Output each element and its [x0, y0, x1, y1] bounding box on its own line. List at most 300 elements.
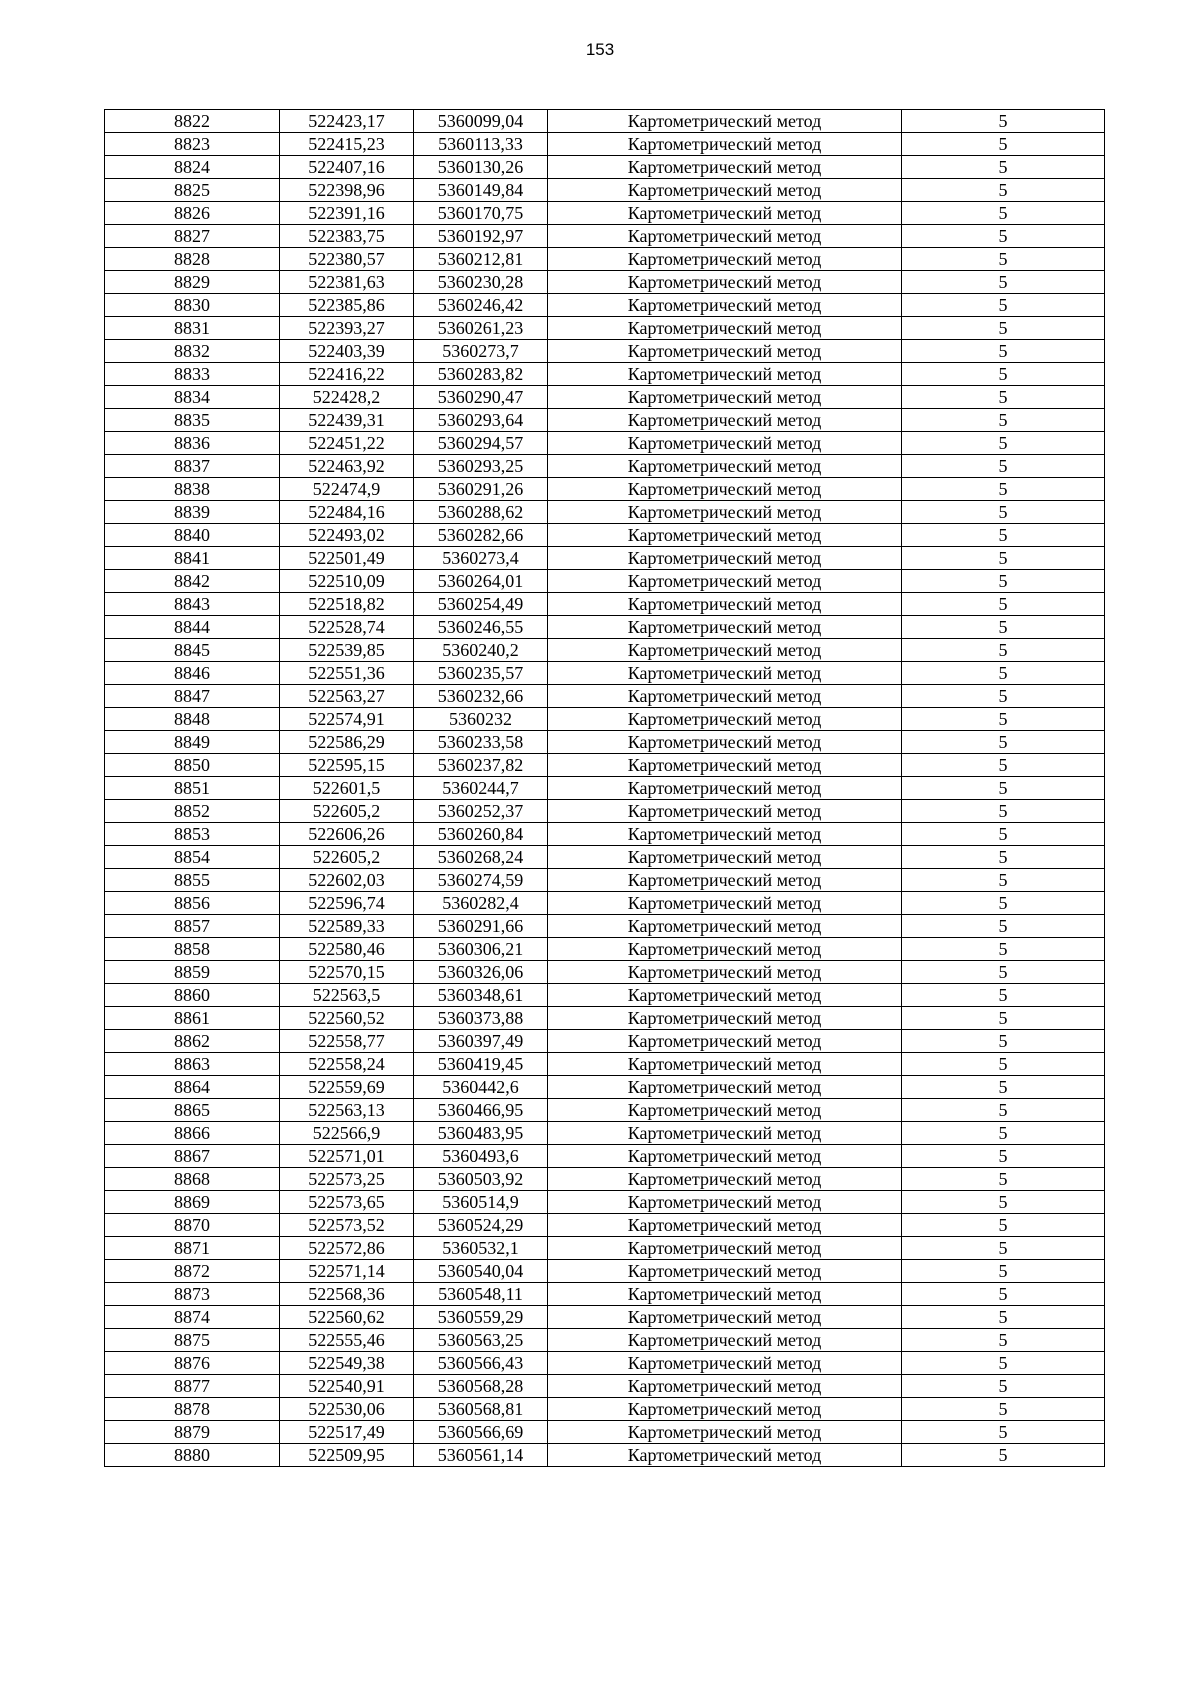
point-number-cell: 8839: [105, 501, 280, 524]
x-coordinate-cell: 522423,17: [280, 110, 414, 133]
point-number-cell: 8872: [105, 1260, 280, 1283]
y-coordinate-cell: 5360274,59: [414, 869, 548, 892]
method-cell: Картометрический метод: [548, 271, 902, 294]
y-coordinate-cell: 5360240,2: [414, 639, 548, 662]
accuracy-cell: 5: [902, 616, 1105, 639]
y-coordinate-cell: 5360326,06: [414, 961, 548, 984]
table-row: [105, 524, 1105, 547]
y-coordinate-cell: 5360232: [414, 708, 548, 731]
point-number-cell: 8833: [105, 363, 280, 386]
y-coordinate-cell: 5360306,21: [414, 938, 548, 961]
accuracy-cell: 5: [902, 1283, 1105, 1306]
y-coordinate-cell: 5360261,23: [414, 317, 548, 340]
accuracy-cell: 5: [902, 409, 1105, 432]
method-cell: Картометрический метод: [548, 156, 902, 179]
accuracy-cell: 5: [902, 133, 1105, 156]
table-row: [105, 1260, 1105, 1283]
method-cell: Картометрический метод: [548, 478, 902, 501]
x-coordinate-cell: 522589,33: [280, 915, 414, 938]
x-coordinate-cell: 522595,15: [280, 754, 414, 777]
point-number-cell: 8863: [105, 1053, 280, 1076]
accuracy-cell: 5: [902, 110, 1105, 133]
table-row: [105, 1053, 1105, 1076]
method-cell: Картометрический метод: [548, 593, 902, 616]
x-coordinate-cell: 522560,62: [280, 1306, 414, 1329]
y-coordinate-cell: 5360130,26: [414, 156, 548, 179]
method-cell: Картометрический метод: [548, 248, 902, 271]
method-cell: Картометрический метод: [548, 1444, 902, 1467]
y-coordinate-cell: 5360237,82: [414, 754, 548, 777]
point-number-cell: 8865: [105, 1099, 280, 1122]
x-coordinate-cell: 522555,46: [280, 1329, 414, 1352]
y-coordinate-cell: 5360291,26: [414, 478, 548, 501]
accuracy-cell: 5: [902, 432, 1105, 455]
point-number-cell: 8877: [105, 1375, 280, 1398]
point-number-cell: 8860: [105, 984, 280, 1007]
y-coordinate-cell: 5360235,57: [414, 662, 548, 685]
point-number-cell: 8838: [105, 478, 280, 501]
method-cell: Картометрический метод: [548, 823, 902, 846]
x-coordinate-cell: 522393,27: [280, 317, 414, 340]
point-number-cell: 8829: [105, 271, 280, 294]
accuracy-cell: 5: [902, 524, 1105, 547]
table-row: [105, 708, 1105, 731]
table-row: [105, 455, 1105, 478]
y-coordinate-cell: 5360170,75: [414, 202, 548, 225]
y-coordinate-cell: 5360566,43: [414, 1352, 548, 1375]
accuracy-cell: 5: [902, 1237, 1105, 1260]
y-coordinate-cell: 5360348,61: [414, 984, 548, 1007]
method-cell: Картометрический метод: [548, 938, 902, 961]
accuracy-cell: 5: [902, 386, 1105, 409]
accuracy-cell: 5: [902, 570, 1105, 593]
method-cell: Картометрический метод: [548, 1214, 902, 1237]
point-number-cell: 8843: [105, 593, 280, 616]
accuracy-cell: 5: [902, 1122, 1105, 1145]
point-number-cell: 8835: [105, 409, 280, 432]
accuracy-cell: 5: [902, 869, 1105, 892]
accuracy-cell: 5: [902, 823, 1105, 846]
table-row: [105, 1375, 1105, 1398]
y-coordinate-cell: 5360397,49: [414, 1030, 548, 1053]
accuracy-cell: 5: [902, 248, 1105, 271]
table-row: [105, 1145, 1105, 1168]
x-coordinate-cell: 522403,39: [280, 340, 414, 363]
table-row: [105, 685, 1105, 708]
table-row: [105, 593, 1105, 616]
y-coordinate-cell: 5360503,92: [414, 1168, 548, 1191]
coordinates-table: [104, 109, 1105, 1467]
method-cell: Картометрический метод: [548, 1306, 902, 1329]
point-number-cell: 8846: [105, 662, 280, 685]
method-cell: Картометрический метод: [548, 1283, 902, 1306]
point-number-cell: 8867: [105, 1145, 280, 1168]
y-coordinate-cell: 5360260,84: [414, 823, 548, 846]
y-coordinate-cell: 5360291,66: [414, 915, 548, 938]
method-cell: Картометрический метод: [548, 501, 902, 524]
table-row: [105, 1421, 1105, 1444]
y-coordinate-cell: 5360282,66: [414, 524, 548, 547]
accuracy-cell: 5: [902, 1099, 1105, 1122]
accuracy-cell: 5: [902, 340, 1105, 363]
point-number-cell: 8855: [105, 869, 280, 892]
accuracy-cell: 5: [902, 662, 1105, 685]
x-coordinate-cell: 522549,38: [280, 1352, 414, 1375]
point-number-cell: 8827: [105, 225, 280, 248]
accuracy-cell: 5: [902, 1191, 1105, 1214]
x-coordinate-cell: 522493,02: [280, 524, 414, 547]
method-cell: Картометрический метод: [548, 984, 902, 1007]
method-cell: Картометрический метод: [548, 639, 902, 662]
x-coordinate-cell: 522484,16: [280, 501, 414, 524]
accuracy-cell: 5: [902, 202, 1105, 225]
y-coordinate-cell: 5360273,7: [414, 340, 548, 363]
accuracy-cell: 5: [902, 156, 1105, 179]
method-cell: Картометрический метод: [548, 294, 902, 317]
point-number-cell: 8845: [105, 639, 280, 662]
x-coordinate-cell: 522573,65: [280, 1191, 414, 1214]
x-coordinate-cell: 522428,2: [280, 386, 414, 409]
accuracy-cell: 5: [902, 271, 1105, 294]
x-coordinate-cell: 522563,13: [280, 1099, 414, 1122]
table-row: [105, 225, 1105, 248]
table-row: [105, 984, 1105, 1007]
table-row: [105, 363, 1105, 386]
x-coordinate-cell: 522381,63: [280, 271, 414, 294]
page-number: 153: [585, 40, 615, 59]
table-row: [105, 639, 1105, 662]
x-coordinate-cell: 522605,2: [280, 800, 414, 823]
method-cell: Картометрический метод: [548, 685, 902, 708]
accuracy-cell: 5: [902, 1007, 1105, 1030]
x-coordinate-cell: 522573,25: [280, 1168, 414, 1191]
accuracy-cell: 5: [902, 685, 1105, 708]
y-coordinate-cell: 5360099,04: [414, 110, 548, 133]
point-number-cell: 8832: [105, 340, 280, 363]
table-row: [105, 1168, 1105, 1191]
accuracy-cell: 5: [902, 547, 1105, 570]
y-coordinate-cell: 5360373,88: [414, 1007, 548, 1030]
y-coordinate-cell: 5360232,66: [414, 685, 548, 708]
accuracy-cell: 5: [902, 1260, 1105, 1283]
table-row: [105, 156, 1105, 179]
y-coordinate-cell: 5360149,84: [414, 179, 548, 202]
coordinates-table-body: [105, 110, 1105, 1467]
x-coordinate-cell: 522451,22: [280, 432, 414, 455]
method-cell: Картометрический метод: [548, 455, 902, 478]
point-number-cell: 8856: [105, 892, 280, 915]
y-coordinate-cell: 5360233,58: [414, 731, 548, 754]
x-coordinate-cell: 522580,46: [280, 938, 414, 961]
table-row: [105, 754, 1105, 777]
method-cell: Картометрический метод: [548, 892, 902, 915]
table-row: [105, 386, 1105, 409]
method-cell: Картометрический метод: [548, 616, 902, 639]
x-coordinate-cell: 522530,06: [280, 1398, 414, 1421]
method-cell: Картометрический метод: [548, 1398, 902, 1421]
table-row: [105, 892, 1105, 915]
x-coordinate-cell: 522474,9: [280, 478, 414, 501]
table-row: [105, 915, 1105, 938]
table-row: [105, 133, 1105, 156]
table-row: [105, 202, 1105, 225]
method-cell: Картометрический метод: [548, 1191, 902, 1214]
point-number-cell: 8840: [105, 524, 280, 547]
y-coordinate-cell: 5360514,9: [414, 1191, 548, 1214]
y-coordinate-cell: 5360293,64: [414, 409, 548, 432]
x-coordinate-cell: 522539,85: [280, 639, 414, 662]
y-coordinate-cell: 5360559,29: [414, 1306, 548, 1329]
method-cell: Картометрический метод: [548, 409, 902, 432]
method-cell: Картометрический метод: [548, 340, 902, 363]
point-number-cell: 8876: [105, 1352, 280, 1375]
point-number-cell: 8871: [105, 1237, 280, 1260]
point-number-cell: 8862: [105, 1030, 280, 1053]
x-coordinate-cell: 522574,91: [280, 708, 414, 731]
accuracy-cell: 5: [902, 1375, 1105, 1398]
accuracy-cell: 5: [902, 225, 1105, 248]
y-coordinate-cell: 5360563,25: [414, 1329, 548, 1352]
accuracy-cell: 5: [902, 1053, 1105, 1076]
table-row: [105, 823, 1105, 846]
y-coordinate-cell: 5360288,62: [414, 501, 548, 524]
x-coordinate-cell: 522559,69: [280, 1076, 414, 1099]
accuracy-cell: 5: [902, 1076, 1105, 1099]
x-coordinate-cell: 522416,22: [280, 363, 414, 386]
method-cell: Картометрический метод: [548, 708, 902, 731]
point-number-cell: 8831: [105, 317, 280, 340]
accuracy-cell: 5: [902, 731, 1105, 754]
y-coordinate-cell: 5360268,24: [414, 846, 548, 869]
point-number-cell: 8836: [105, 432, 280, 455]
accuracy-cell: 5: [902, 363, 1105, 386]
method-cell: Картометрический метод: [548, 1329, 902, 1352]
method-cell: Картометрический метод: [548, 179, 902, 202]
table-row: [105, 179, 1105, 202]
y-coordinate-cell: 5360568,28: [414, 1375, 548, 1398]
method-cell: Картометрический метод: [548, 777, 902, 800]
x-coordinate-cell: 522510,09: [280, 570, 414, 593]
table-row: [105, 616, 1105, 639]
method-cell: Картометрический метод: [548, 1076, 902, 1099]
table-row: [105, 294, 1105, 317]
method-cell: Картометрический метод: [548, 800, 902, 823]
x-coordinate-cell: 522517,49: [280, 1421, 414, 1444]
x-coordinate-cell: 522463,92: [280, 455, 414, 478]
y-coordinate-cell: 5360283,82: [414, 363, 548, 386]
y-coordinate-cell: 5360244,7: [414, 777, 548, 800]
accuracy-cell: 5: [902, 1398, 1105, 1421]
method-cell: Картометрический метод: [548, 1237, 902, 1260]
table-row: [105, 432, 1105, 455]
x-coordinate-cell: 522563,27: [280, 685, 414, 708]
y-coordinate-cell: 5360419,45: [414, 1053, 548, 1076]
x-coordinate-cell: 522601,5: [280, 777, 414, 800]
point-number-cell: 8854: [105, 846, 280, 869]
table-row: [105, 547, 1105, 570]
point-number-cell: 8879: [105, 1421, 280, 1444]
table-row: [105, 1283, 1105, 1306]
table-row: [105, 478, 1105, 501]
point-number-cell: 8822: [105, 110, 280, 133]
accuracy-cell: 5: [902, 892, 1105, 915]
table-row: [105, 1030, 1105, 1053]
table-row: [105, 1306, 1105, 1329]
y-coordinate-cell: 5360540,04: [414, 1260, 548, 1283]
x-coordinate-cell: 522606,26: [280, 823, 414, 846]
x-coordinate-cell: 522605,2: [280, 846, 414, 869]
point-number-cell: 8852: [105, 800, 280, 823]
x-coordinate-cell: 522415,23: [280, 133, 414, 156]
method-cell: Картометрический метод: [548, 225, 902, 248]
x-coordinate-cell: 522385,86: [280, 294, 414, 317]
table-row: [105, 1398, 1105, 1421]
method-cell: Картометрический метод: [548, 731, 902, 754]
x-coordinate-cell: 522501,49: [280, 547, 414, 570]
point-number-cell: 8874: [105, 1306, 280, 1329]
point-number-cell: 8837: [105, 455, 280, 478]
x-coordinate-cell: 522558,24: [280, 1053, 414, 1076]
table-row: [105, 1237, 1105, 1260]
point-number-cell: 8847: [105, 685, 280, 708]
method-cell: Картометрический метод: [548, 524, 902, 547]
x-coordinate-cell: 522391,16: [280, 202, 414, 225]
accuracy-cell: 5: [902, 179, 1105, 202]
x-coordinate-cell: 522398,96: [280, 179, 414, 202]
y-coordinate-cell: 5360568,81: [414, 1398, 548, 1421]
x-coordinate-cell: 522518,82: [280, 593, 414, 616]
accuracy-cell: 5: [902, 800, 1105, 823]
x-coordinate-cell: 522563,5: [280, 984, 414, 1007]
x-coordinate-cell: 522380,57: [280, 248, 414, 271]
method-cell: Картометрический метод: [548, 754, 902, 777]
accuracy-cell: 5: [902, 317, 1105, 340]
accuracy-cell: 5: [902, 1329, 1105, 1352]
y-coordinate-cell: 5360192,97: [414, 225, 548, 248]
x-coordinate-cell: 522566,9: [280, 1122, 414, 1145]
x-coordinate-cell: 522509,95: [280, 1444, 414, 1467]
x-coordinate-cell: 522528,74: [280, 616, 414, 639]
x-coordinate-cell: 522383,75: [280, 225, 414, 248]
accuracy-cell: 5: [902, 1306, 1105, 1329]
table-row: [105, 1214, 1105, 1237]
y-coordinate-cell: 5360290,47: [414, 386, 548, 409]
method-cell: Картометрический метод: [548, 547, 902, 570]
point-number-cell: 8869: [105, 1191, 280, 1214]
method-cell: Картометрический метод: [548, 1053, 902, 1076]
table-row: [105, 248, 1105, 271]
method-cell: Картометрический метод: [548, 1030, 902, 1053]
point-number-cell: 8850: [105, 754, 280, 777]
point-number-cell: 8873: [105, 1283, 280, 1306]
method-cell: Картометрический метод: [548, 317, 902, 340]
y-coordinate-cell: 5360212,81: [414, 248, 548, 271]
accuracy-cell: 5: [902, 938, 1105, 961]
x-coordinate-cell: 522602,03: [280, 869, 414, 892]
accuracy-cell: 5: [902, 1421, 1105, 1444]
point-number-cell: 8849: [105, 731, 280, 754]
method-cell: Картометрический метод: [548, 202, 902, 225]
point-number-cell: 8864: [105, 1076, 280, 1099]
method-cell: Картометрический метод: [548, 570, 902, 593]
point-number-cell: 8870: [105, 1214, 280, 1237]
x-coordinate-cell: 522439,31: [280, 409, 414, 432]
y-coordinate-cell: 5360246,55: [414, 616, 548, 639]
y-coordinate-cell: 5360264,01: [414, 570, 548, 593]
x-coordinate-cell: 522560,52: [280, 1007, 414, 1030]
point-number-cell: 8880: [105, 1444, 280, 1467]
y-coordinate-cell: 5360293,25: [414, 455, 548, 478]
y-coordinate-cell: 5360273,4: [414, 547, 548, 570]
accuracy-cell: 5: [902, 1352, 1105, 1375]
table-row: [105, 731, 1105, 754]
y-coordinate-cell: 5360282,4: [414, 892, 548, 915]
point-number-cell: 8834: [105, 386, 280, 409]
y-coordinate-cell: 5360252,37: [414, 800, 548, 823]
point-number-cell: 8825: [105, 179, 280, 202]
table-row: [105, 1099, 1105, 1122]
table-row: [105, 1122, 1105, 1145]
point-number-cell: 8844: [105, 616, 280, 639]
accuracy-cell: 5: [902, 294, 1105, 317]
accuracy-cell: 5: [902, 915, 1105, 938]
accuracy-cell: 5: [902, 1145, 1105, 1168]
x-coordinate-cell: 522540,91: [280, 1375, 414, 1398]
accuracy-cell: 5: [902, 1444, 1105, 1467]
method-cell: Картометрический метод: [548, 1099, 902, 1122]
point-number-cell: 8853: [105, 823, 280, 846]
table-row: [105, 869, 1105, 892]
accuracy-cell: 5: [902, 1168, 1105, 1191]
x-coordinate-cell: 522572,86: [280, 1237, 414, 1260]
accuracy-cell: 5: [902, 777, 1105, 800]
point-number-cell: 8857: [105, 915, 280, 938]
point-number-cell: 8859: [105, 961, 280, 984]
table-row: [105, 1007, 1105, 1030]
x-coordinate-cell: 522570,15: [280, 961, 414, 984]
table-row: [105, 340, 1105, 363]
y-coordinate-cell: 5360466,95: [414, 1099, 548, 1122]
point-number-cell: 8841: [105, 547, 280, 570]
accuracy-cell: 5: [902, 639, 1105, 662]
point-number-cell: 8858: [105, 938, 280, 961]
method-cell: Картометрический метод: [548, 432, 902, 455]
table-row: [105, 777, 1105, 800]
table-row: [105, 317, 1105, 340]
method-cell: Картометрический метод: [548, 363, 902, 386]
accuracy-cell: 5: [902, 754, 1105, 777]
y-coordinate-cell: 5360493,6: [414, 1145, 548, 1168]
method-cell: Картометрический метод: [548, 915, 902, 938]
method-cell: Картометрический метод: [548, 1007, 902, 1030]
method-cell: Картометрический метод: [548, 1168, 902, 1191]
accuracy-cell: 5: [902, 478, 1105, 501]
method-cell: Картометрический метод: [548, 1260, 902, 1283]
table-row: [105, 1352, 1105, 1375]
method-cell: Картометрический метод: [548, 662, 902, 685]
point-number-cell: 8868: [105, 1168, 280, 1191]
y-coordinate-cell: 5360230,28: [414, 271, 548, 294]
method-cell: Картометрический метод: [548, 961, 902, 984]
y-coordinate-cell: 5360548,11: [414, 1283, 548, 1306]
table-row: [105, 800, 1105, 823]
point-number-cell: 8878: [105, 1398, 280, 1421]
point-number-cell: 8851: [105, 777, 280, 800]
y-coordinate-cell: 5360561,14: [414, 1444, 548, 1467]
point-number-cell: 8823: [105, 133, 280, 156]
method-cell: Картометрический метод: [548, 1375, 902, 1398]
accuracy-cell: 5: [902, 501, 1105, 524]
